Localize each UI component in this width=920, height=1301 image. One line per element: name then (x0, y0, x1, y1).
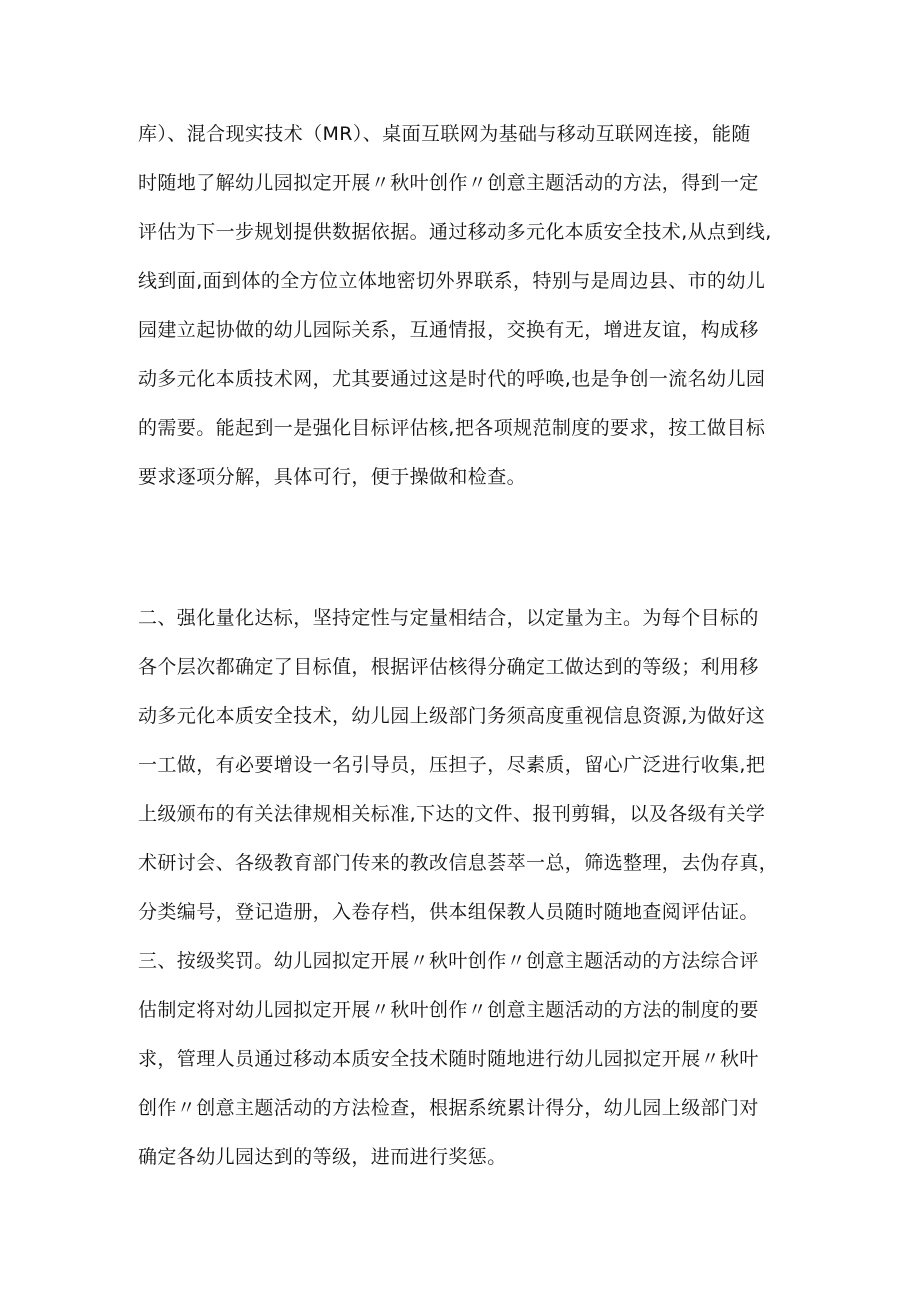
text-line: 上级颁布的有关法律规相关标准,下达的文件、报刊剪辑，以及各级有关学 (138, 803, 766, 825)
text-line: 园建立起协做的幼儿园际关系，互通情报，交换有无，增进友谊，构成移 (138, 319, 759, 341)
text-line: 术研讨会、各级教育部门传来的教改信息荟萃一总，筛选整理，去伪存真， (138, 852, 779, 874)
text-line: 创作〃创意主题活动的方法检查，根据系统累计得分，幼儿园上级部门对 (138, 1097, 759, 1119)
text-line: 分类编号，登记造册，入卷存档，供本组保教人员随时随地查阅评估证。 (138, 901, 759, 923)
text-line: 确定各幼儿园达到的等级，进而进行奖惩。 (138, 1146, 507, 1168)
text-line: 估制定将对幼儿园拟定开展〃秋叶创作〃创意主题活动的方法的制度的要 (138, 999, 759, 1021)
text-line: 线到面,面到体的全方位立体地密切外界联系，特别与是周边县、市的幼儿 (138, 270, 766, 292)
paragraph-2 (138, 594, 798, 1182)
text-line: 评估为下一步规划提供数据依据。通过移动多元化本质安全技术,从点到线, (138, 221, 772, 243)
text-line: 一工做，有必要增设一名引导员，压担子，尽素质，留心广泛进行收集,把 (138, 754, 766, 776)
text-line: 求，管理人员通过移动本质安全技术随时随地进行幼儿园拟定开展〃秋叶 (138, 1048, 759, 1070)
text-line: 动多元化本质技术网，尤其要通过这是时代的呼唤,也是争创一流名幼儿园 (138, 368, 766, 390)
paragraph-1 (138, 110, 798, 502)
text-line: 要求逐项分解，具体可行，便于操做和检查。 (138, 466, 527, 488)
text-line: 库）、混合现实技术（MR）、桌面互联网为基础与移动互联网连接，能随 (138, 123, 751, 145)
text-line: 动多元化本质安全技术，幼儿园上级部门务须高度重视信息资源,为做好这 (138, 705, 766, 727)
text-line: 时随地了解幼儿园拟定开展〃秋叶创作〃创意主题活动的方法，得到一定 (138, 172, 759, 194)
text-line: 各个层次都确定了目标值，根据评估核得分确定工做达到的等级；利用移 (138, 656, 759, 678)
text-line: 的需要。能起到一是强化目标评估核,把各项规范制度的要求，按工做目标 (138, 417, 766, 439)
text-line: 三、按级奖罚。幼儿园拟定开展〃秋叶创作〃创意主题活动的方法综合评 (138, 950, 759, 972)
text-line: 二、强化量化达标，坚持定性与定量相结合，以定量为主。为每个目标的 (138, 607, 759, 629)
